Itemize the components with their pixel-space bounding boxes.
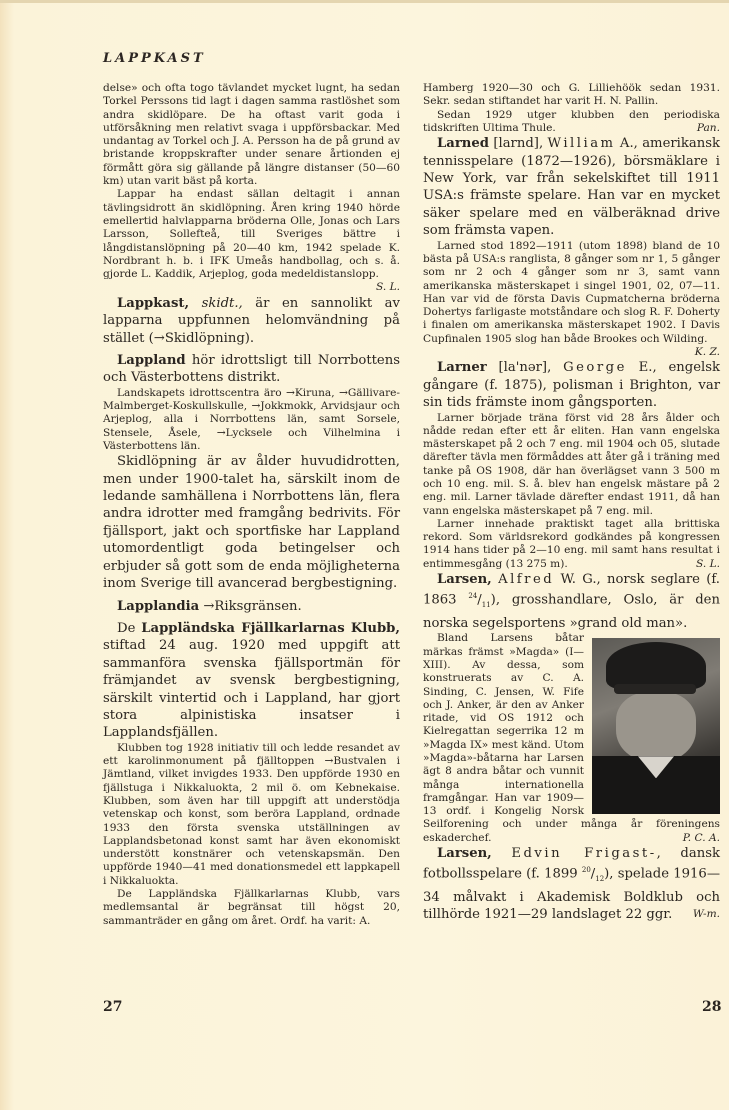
entry-larned [423, 135, 720, 239]
prefix: De [117, 620, 142, 636]
headword: Lapplandia [117, 598, 200, 614]
entry-lappkast [103, 295, 400, 347]
entry-text: ), spelade 1916—34 målvakt i Akademisk Boldklub och tillhörde 1921—29 landslaget 22 ggr. [423, 866, 721, 923]
left-column [103, 82, 400, 928]
headword: Larned [437, 136, 489, 152]
headword: Larsen, [437, 846, 492, 862]
pronunciation: [larnd], [488, 136, 548, 152]
entry-text: hör idrottsligt till Norrbottens och Västerbottens distrikt. [103, 352, 400, 386]
birth-day: 20 [581, 866, 591, 875]
entry-text: , dansk fotbollsspelare (f. 1899 [423, 846, 720, 882]
birth-day: 24 [468, 592, 478, 601]
lappland-sports: Skidlöpning är av ålder huvudidrotten, men under 1900-talet ha, särskilt inom de ledande samhällena i Norrbottens län, flera andra idrotter med framgång bedrivits. För fjällsport, jakt och sportfiske har Lappland utomordentligt goda betingelser och erbjuder så gott som de enda möjligheterna inom Sverige till avancerad bergbestigning. [103, 454, 400, 592]
headword: Lappländska Fjällkarlarnas Klubb, [141, 620, 400, 636]
headword: Lappland [117, 352, 186, 368]
author-signature: S. L. [375, 281, 400, 294]
birth-month: 11 [481, 601, 491, 610]
entry-text: A., amerikansk tennisspelare (1872—1926), börsmäklare i New York, var från sekelskiftet till 1911 USA:s främste spelare. Han var en mycket säker spelare med en välberäknad drive som främsta vapen. [423, 136, 720, 239]
paragraph-text: Larned stod 1892—1911 (utom 1898) bland de 10 bästa på USA:s ranglista, 8 gånger som nr 1, 5 gånger som nr 2 och 4 gånger som nr 3, samt vann amerikanska mästerskapet i singel 1901, 02, 07—11. Han var vid de första Davis Cupmatcherna bröderna Dohertys farligaste motståndare och slog R. F. Doherty i finalen om amerikanska mästerskapet 1902. I Davis Cupfinalen 1905 slog han både Brookes och Wilding. [423, 239, 720, 345]
portrait-photo [592, 638, 720, 814]
larner-details-1: Larner började träna först vid 28 års ålder och nådde redan efter ett år eliten. Han vann engelska mästerskapet på 2 och 7 eng. mil 1904 och 05, slutade därefter tävla men förmåddes att åter gå i träning med tanke på OS 1908, där han överlägset vann 3 500 m och 10 eng. mil. S. å. blev han engelsk mästare på 2 eng. mil. Larner tävlade därefter endast 1911, då han vann engelska mästerskapet på 7 eng. mil. [423, 411, 720, 517]
given-name: Edvin Frigast- [511, 846, 657, 862]
paragraph-text: Bland Larsens båtar märkas främst »Magda» (I—XIII). Av dessa, som konstruerats av C. A. Sinding, C. Jensen, W. Fife och J. Anker, är den av Anker ritade, vid OS 1912 och Kielregattan segerrika 12 m »Magda IX» mest känd. Utom »Magda»-båtarna har Larsen ägt 8 andra båtar och vunnit många internationella framgångar. Han var 1909—13 ordf. i Kongelig Norsk Seilforening och under många år föreningens eskaderchef. [423, 632, 720, 844]
larsen-section [423, 632, 720, 845]
cross-reference: →Riksgränsen. [199, 598, 302, 614]
right-column [423, 82, 720, 924]
entry-text: stiftad 24 aug. 1920 med uppgift att sammanföra svenska fjällsportmän för främjandet av svensk bergbestigning, särskilt vintertid och i Lappland, har gjort stora alpinistiska insatser i Lapplandsfjällen. [103, 638, 400, 741]
entry-lappland [103, 352, 400, 387]
given-name: William [547, 136, 616, 152]
birth-month: 12 [595, 875, 605, 884]
klubb-paragraph-1: Klubben tog 1928 initiativ till och ledde resandet av ett karolinmonument på fjälltoppen →Bustvalen i Jämtland, vilket invigdes 1933. Den uppförde 1930 en fjällstuga i Nikkaluokta, 2 mil ö. om Kebnekaise. Klubben, som även har till uppgift att understödja vetenskap och konst, som beröra Lappland, ordnade 1933 den första svenska utställningen av Lapplandsbetonad konst samt har även ekonomiskt understött konstnärer och vetenskapsmän. Den uppförde 1940—41 med donationsmedel ett lappkapell i Nikkaluokta. [103, 741, 400, 887]
lappland-centres: Landskapets idrottscentra äro →Kiruna, →Gällivare-Malmberget-Koskullskulle, →Jokkmokk, Arvidsjaur och Arjeplog, alla i Norrbottens län, samt Sorsele, Stensele, Åsele, →Lycksele och Vilhelmina i Västerbottens län. [103, 386, 400, 452]
entry-fjallkarlarnas-klubb [103, 620, 400, 742]
paragraph-text: Larner innehade praktiskt taget alla brittiska rekord. Som världsrekord godkändes på kongressen 1914 hans tider på 2—10 eng. mil samt hans resultat i entimmesgång (13 275 m). [423, 517, 720, 570]
paragraph-text: Sedan 1929 utger klubben den periodiska tidskriften Ultima Thule. [423, 108, 720, 134]
cap-brim-shape [614, 684, 696, 694]
lappar-paragraph-1: delse» och ofta togo tävlandet mycket lugnt, ha sedan Torkel Perssons tid lagt i dagen samma rastlöshet som andra skidlöpare. De ha oftast varit goda i utförsåkning men relativt svaga i uppförsbackar. Med undantag av Torkel och J. A. Persson ha de på grund av bristande kroppskrafter under senare årtionden ej förmått göra sig gällande på längre distanser (50—60 km) utan varit bäst på korta. [103, 82, 400, 188]
page-number-left: 27 [103, 999, 123, 1015]
larner-details-2 [423, 518, 720, 571]
headword: Larsen, [437, 572, 492, 588]
pronunciation: [la'nər], [486, 360, 564, 376]
entry-text: E., engelsk gångare (f. 1875), polisman i Brighton, var sin tids främste inom gångsporten. [423, 360, 720, 411]
klubb-continued: Hamberg 1920—30 och G. Lilliehöök sedan 1931. Sekr. sedan stiftandet har varit H. N. Pallin. [423, 82, 720, 108]
lappar-paragraph-2 [103, 188, 400, 294]
entry-larsen-alfred: Larsen, Alfred W. G., norsk seglare (f. 1863 $^{24}/_{11}$), grosshandlare, Oslo, är den norska segelsportens »grand old man». [423, 572, 720, 631]
subject-label: skidt., [201, 295, 243, 311]
author-signature: K. Z. [694, 346, 720, 358]
author-signature: P. C. A. [682, 831, 720, 844]
entry-text: är en sannolikt av lapparna uppfunnen helomvändning på stället (→Skidlöpning). [103, 295, 400, 346]
face-shape [616, 692, 696, 762]
headword: Larner [437, 360, 487, 376]
running-head: LAPPKAST [103, 51, 206, 66]
entry-lapplandia [103, 598, 400, 615]
larned-details [423, 239, 720, 358]
author-signature: S. L. [695, 557, 720, 570]
klubb-continued-2 [423, 109, 720, 136]
author-signature: W-m. [692, 908, 720, 921]
klubb-paragraph-2: De Lappländska Fjällkarlarnas Klubb, vars medlemsantal är begränsat till högst 20, sammanträder en gång om året. Ordf. ha varit: A. [103, 888, 400, 927]
entry-text: W. G., norsk seglare (f. 1863 [423, 572, 720, 608]
given-name: Alfred [498, 572, 555, 588]
cap-shape [606, 642, 706, 690]
paragraph-text: Lappar ha endast sällan deltagit i annan tävlingsidrott än skidlöpning. Åren kring 1940 hörde emellertid halvlapparna bröderna Olle, Jonas och Lars Larsson, Sollefteå, till Sveriges bättre i långdistanslöpning på 20—40 km, 1942 spelade K. Nordbrant h. b. i IFK Umeås handbollag, och s. å. gjorde L. Kaddik, Arjeplog, goda medeldistanslopp. [103, 188, 400, 281]
entry-larner [423, 359, 720, 411]
author-signature: Pan. [696, 121, 720, 134]
entry-larsen-edvin: Larsen, Edvin Frigast-, dansk fotbollsspelare (f. 1899 $^{20}/_{12}$), spelade 1916—34 målvakt i Akademisk Boldklub och tillhörde 1921—29 landslaget 22 ggr. W-m. [423, 846, 721, 923]
page-number-right: 28 [702, 999, 722, 1015]
entry-text: ), grosshandlare, Oslo, är den norska segelsportens »grand old man». [423, 592, 720, 631]
given-name: George [563, 360, 627, 376]
headword: Lappkast, [117, 295, 190, 311]
